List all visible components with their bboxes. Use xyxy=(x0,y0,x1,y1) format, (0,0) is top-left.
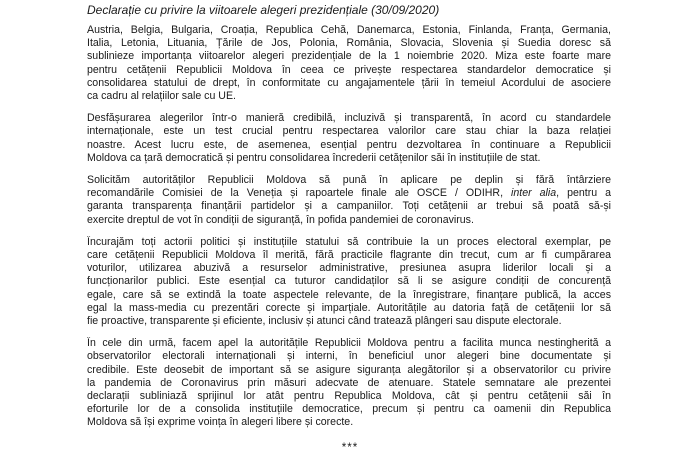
text-line: credibile. Este deosebit de important să se asigure siguranța alegătorilor și a observatorilor cu privire xyxy=(87,363,611,376)
paragraph-1 xyxy=(87,24,611,103)
text-line: eforturile lor de a consolida instituțiile democratice, precum și pentru ca oamenii din Republica xyxy=(87,403,611,416)
declaration-title: Declarație cu privire la viitoarele alegeri prezidențiale (30/09/2020) xyxy=(87,3,440,17)
text-line: consolidarea statului de drept, în conformitate cu angajamentele țării în temeiul Acordului de asociere xyxy=(87,76,611,89)
text-line: exercite dreptul de vot în condiții de siguranță, în pofida pandemiei de coronavirus. xyxy=(87,213,474,226)
text-line: ca cadru al relațiilor sale cu UE. xyxy=(87,89,236,102)
text-line: garanta transparența finanțării partidelor și a campaniilor. Toți cetățenii ar trebui să poată să-și xyxy=(87,200,611,213)
text-line: observatorilor electorali internaționali și interni, în beneficiul unor alegeri bine documentate și xyxy=(87,350,611,363)
text-line: fie proactive, transparente și eficiente, inclusiv și atunci când tratează plângeri sau dispute electorale. xyxy=(87,314,562,327)
text-line: Moldova ca țară democratică și pentru consolidarea încrederii cetățenilor săi în instituțiile de stat. xyxy=(87,151,541,164)
text-line: Moldova să își exprime voința în alegeri libere și corecte. xyxy=(87,416,354,429)
text-line: internaționale, este un test crucial pentru respectarea valorilor care stau chiar la baza relației xyxy=(87,125,611,138)
section-separator: *** xyxy=(341,440,359,454)
text-line: care cetățenii Republicii Moldova îl merită, fără practicile flagrante din trecut, cum ar fi cumpărarea xyxy=(87,248,611,261)
text-line: sublinieze importanța viitoarelor alegeri prezidențiale de la 1 noiembrie 2020. Miza este foarte mare xyxy=(87,50,611,63)
text-line: la pandemia de Coronavirus prin măsuri adecvate de atenuare. Statele semnatare ale prezentei xyxy=(87,376,611,389)
text-line: funcționarilor publici. Este esențial ca tuturor candidaților să li se asigure condiții de concurență xyxy=(87,275,611,288)
latin-phrase: inter alia xyxy=(511,187,557,200)
text-line: Încurajăm toți actorii politici și instituțiile statului să contribuie la un proces electoral exemplar, pe xyxy=(87,235,611,248)
paragraph-5 xyxy=(87,337,611,429)
text-line: recomandările Comisiei de la Veneția și rapoartele finale ale OSCE / ODIHR, inter alia, pentru a xyxy=(87,187,611,200)
text-line: noastre. Acest lucru este, de asemenea, esențial pentru dezvoltarea în continuare a Republicii xyxy=(87,138,611,151)
text-line: Solicităm autorităților Republicii Moldova să pună în aplicare pe deplin și fără întârziere xyxy=(87,174,611,186)
paragraph-3 xyxy=(87,174,611,227)
text-line: În cele din urmă, facem apel la autoritățile Republicii Moldova pentru a facilita munca nestingherită a xyxy=(87,337,611,350)
text-line: pentru cetățenii Republicii Moldova în ceea ce privește respectarea standardelor democratice și xyxy=(87,63,611,76)
text-line: Italia, Letonia, Lituania, Țările de Jos, Polonia, România, Slovacia, Slovenia și Suedia doresc să xyxy=(87,37,611,50)
text-line: egal la mass-media cu prezentări corecte și imparțiale. Autoritățile au datoria față de cetățenii lor să xyxy=(87,301,611,314)
text-line: Desfășurarea alegerilor într-o manieră credibilă, incluzivă și transparentă, în acord cu standardele xyxy=(87,112,611,125)
paragraph-2 xyxy=(87,112,611,165)
text-line: Austria, Belgia, Bulgaria, Croația, Republica Cehă, Danemarca, Estonia, Finlanda, Franța, Germania, xyxy=(87,24,611,36)
text-line: declarații subliniază sprijinul lor atât pentru Republica Moldova, cât și pentru cetățenii săi în xyxy=(87,389,611,402)
paragraph-4 xyxy=(87,236,611,328)
text-line: egale, care să se extindă la toate aspectele relevante, de la înregistrare, finanțare publică, la acces xyxy=(87,288,611,301)
text-line: voturilor, utilizarea abuzivă a resurselor administrative, presiunea asupra liderilor locali și a xyxy=(87,262,611,275)
